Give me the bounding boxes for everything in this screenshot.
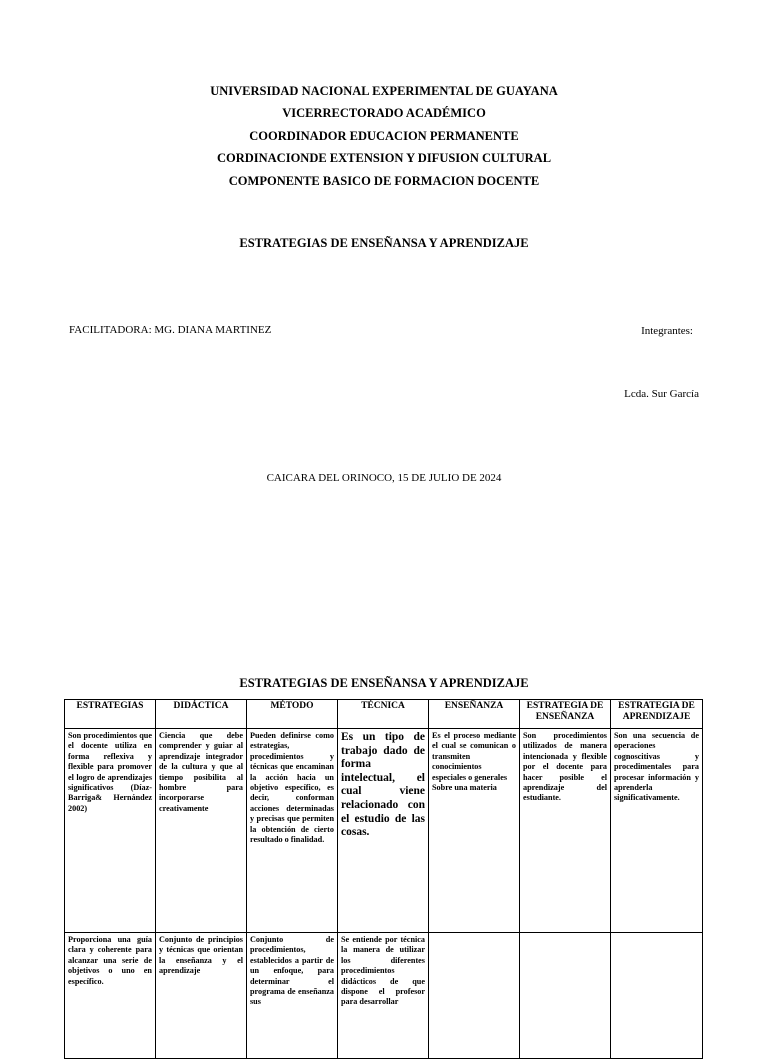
header-didactica: DIDÁCTICA [156, 700, 247, 729]
cell-estrategias: Son procedimientos que el docente utiliza en forma reflexiva y flexible para promover el logro de aprendizajes significativos (Díaz- Barriga& Hernández 2002) [65, 729, 156, 933]
cell-ensenanza [429, 933, 520, 1059]
table-header-row [65, 700, 703, 729]
header-estrategias: ESTRATEGIAS [65, 700, 156, 729]
table-row [65, 729, 703, 933]
document-title: ESTRATEGIAS DE ENSEÑANSA Y APRENDIZAJE [239, 236, 529, 250]
cell-tecnica: Es un tipo de trabajo dado de forma intelectual, el cual viene relacionado con el estudio de las cosas. [338, 729, 429, 933]
university-name: UNIVERSIDAD NACIONAL EXPERIMENTAL DE GUAYANA [210, 84, 558, 98]
coordinator-line: COORDINADOR EDUCACION PERMANENTE [249, 128, 519, 143]
strategies-table [64, 699, 703, 1059]
cell-metodo: Pueden definirse como estrategias, procedimientos y técnicas que encaminan la acción hacia un objetivo específico, es decir, conforman acciones determinadas y precisas que permiten la obtención de cierto resultado o finalidad. [247, 729, 338, 933]
coordination-line: CORDINACIONDE EXTENSION Y DIFUSION CULTURAL [216, 151, 552, 166]
cell-estrategia-ensenanza [520, 933, 611, 1059]
table-title: ESTRATEGIAS DE ENSEÑANSA Y APRENDIZAJE [239, 676, 529, 690]
facilitator-line: FACILITADORA: MG. DIANA MARTINEZ [69, 324, 272, 336]
header-metodo: MÉTODO [247, 700, 338, 729]
cell-tecnica: Se entiende por técnica la manera de utilizar los diferentes procedimientos didácticos de que dispone el profesor para desarrollar [338, 933, 429, 1059]
vice-rectorate: VICERRECTORADO ACADÉMICO [282, 106, 486, 121]
institution-header [0, 80, 768, 192]
component-line: COMPONENTE BASICO DE FORMACION DOCENTE [228, 173, 540, 188]
cell-ensenanza-note: Sobre una materia [432, 783, 497, 793]
header-ensenanza: ENSEÑANZA [429, 700, 520, 729]
header-estrategia-aprendizaje: ESTRATEGIA DE APRENDIZAJE [611, 700, 703, 729]
cell-didactica: Conjunto de principios y técnicas que orientan la enseñanza y el aprendizaje [156, 933, 247, 1059]
place-date: CAICARA DEL ORINOCO, 15 DE JULIO DE 2024 [266, 472, 502, 484]
cell-estrategias: Proporciona una guía clara y coherente para alcanzar una serie de objetivos o uno en específico. [65, 933, 156, 1059]
cell-estrategia-ensenanza: Son procedimientos utilizados de manera intencionada y flexible por el docente para hacer posible el aprendizaje del estudiante. [520, 729, 611, 933]
header-tecnica: TÉCNICA [338, 700, 429, 729]
header-estrategia-ensenanza: ESTRATEGIA DE ENSEÑANZA [520, 700, 611, 729]
member-name: Lcda. Sur García [624, 388, 699, 400]
cell-estrategia-aprendizaje: Son una secuencia de operaciones cognoscitivas y procedimentales para procesar información y aprenderla significativamente. [611, 729, 703, 933]
table-row [65, 933, 703, 1059]
cell-didactica: Ciencia que debe comprender y guiar al aprendizaje integrador de la cultura y que al tiempo posibilita al hombre para incorporarse creativamente [156, 729, 247, 933]
members-label: Integrantes: [641, 325, 693, 337]
cell-estrategia-aprendizaje [611, 933, 703, 1059]
cell-metodo: Conjunto de procedimientos, establecidos a partir de un enfoque, para determinar el programa de enseñanza sus [247, 933, 338, 1059]
cell-ensenanza-text: Es el proceso mediante el cual se comunican o transmiten conocimientos especiales o generales [432, 731, 516, 782]
cell-ensenanza [429, 729, 520, 933]
